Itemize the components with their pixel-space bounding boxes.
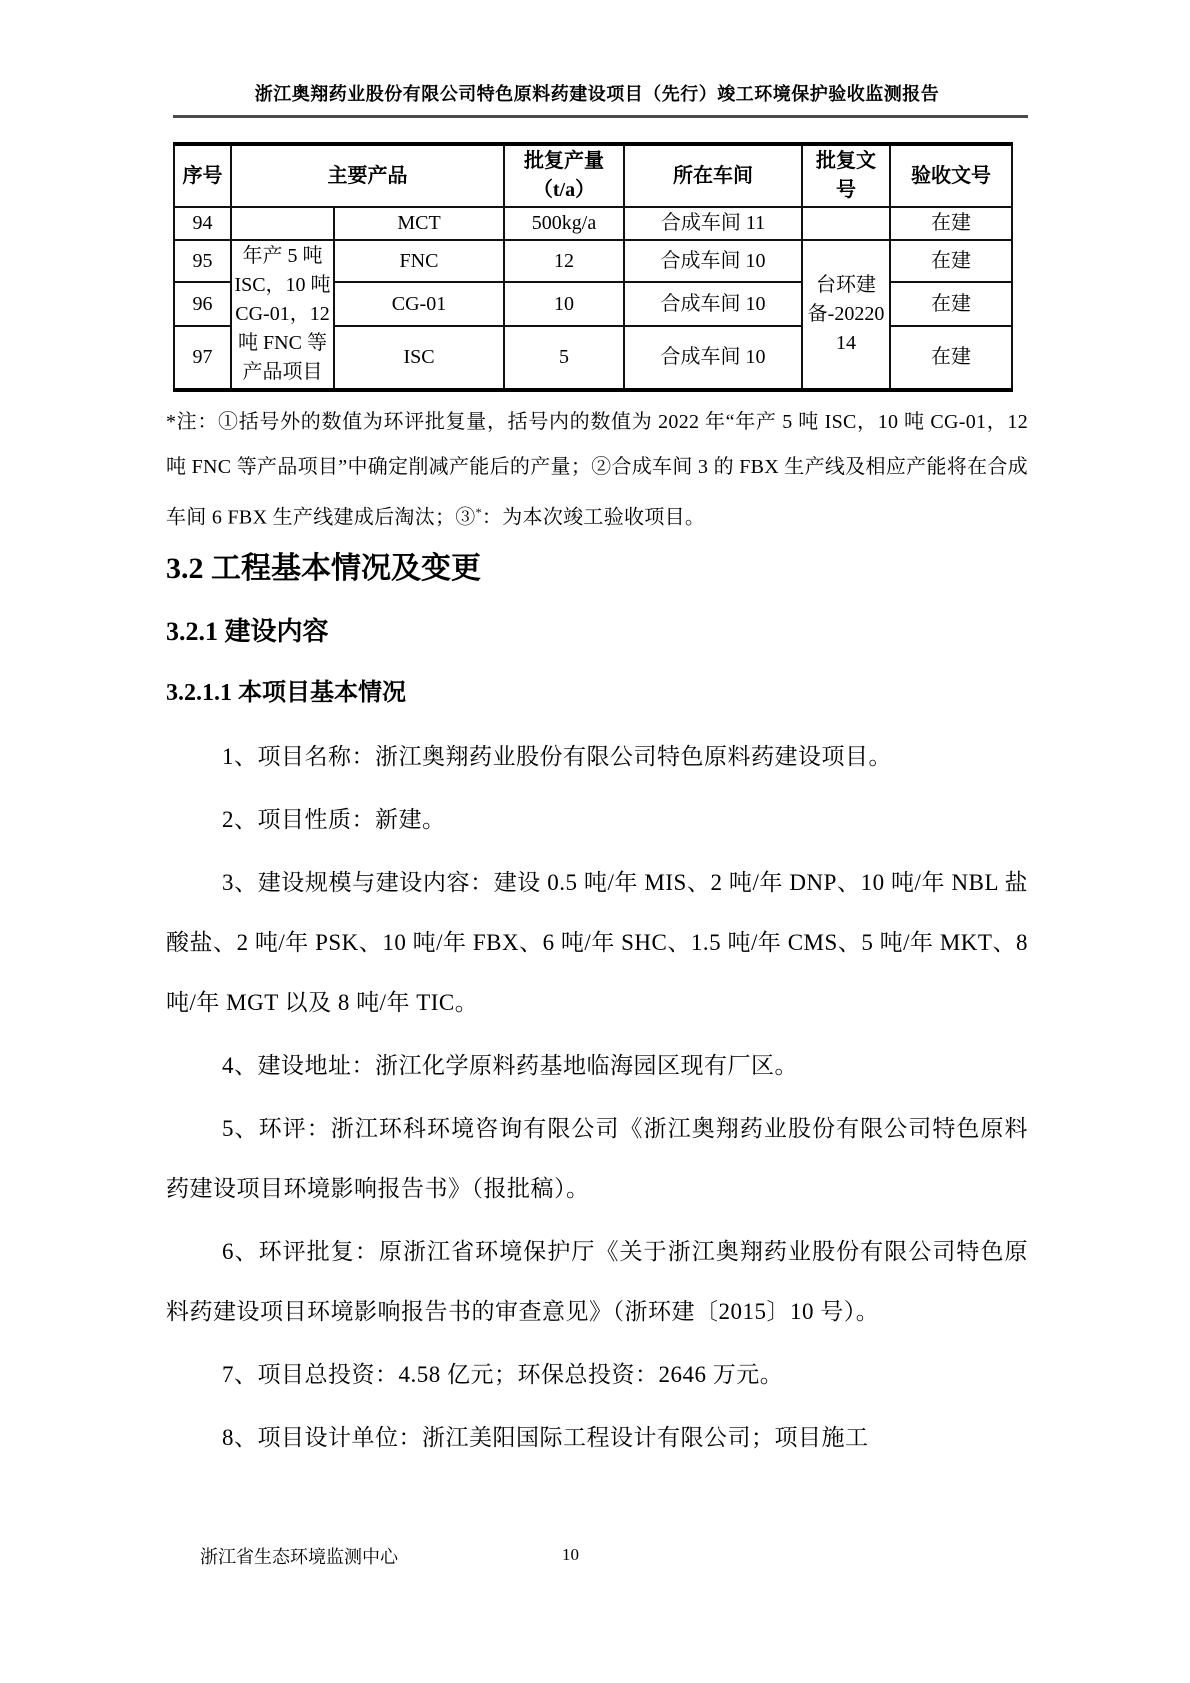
cell-workshop: 合成车间 10 bbox=[624, 326, 802, 390]
cell-acceptance: 在建 bbox=[890, 326, 1012, 390]
cell-index: 96 bbox=[174, 282, 231, 326]
col-header-capacity-label: 批复产量（t/a） bbox=[524, 150, 604, 201]
products-table bbox=[173, 142, 1013, 392]
section-heading-3-2-1-1: 3.2.1.1 本项目基本情况 bbox=[166, 679, 406, 706]
paragraph-construction-scale: 3、建设规模与建设内容：建设 0.5 吨/年 MIS、2 吨/年 DNP、10 吨/年 NBL 盐酸盐、2 吨/年 PSK、10 吨/年 FBX、6 吨/年 SHC、1.5 吨/年 CMS、5 吨/年 MKT、8 吨/年 MGT 以及 8 吨/年 TIC。 bbox=[166, 869, 1028, 1015]
cell-capacity: 12 bbox=[504, 240, 624, 282]
header-title: 浙江奥翔药业股份有限公司特色原料药建设项目（先行）竣工环境保护验收监测报告 bbox=[254, 84, 940, 104]
page-number: 10 bbox=[562, 1545, 579, 1564]
paragraph-investment: 7、项目总投资：4.58 亿元；环保总投资：2646 万元。 bbox=[222, 1361, 784, 1387]
col-header-workshop bbox=[624, 144, 802, 207]
cell-index: 94 bbox=[174, 207, 231, 240]
table-row bbox=[174, 207, 1012, 240]
cell-acceptance: 在建 bbox=[890, 282, 1012, 326]
table-header-row bbox=[174, 144, 1012, 207]
cell-product: FNC bbox=[334, 240, 504, 282]
cell-capacity: 500kg/a bbox=[504, 207, 624, 240]
footnote-text-a: *注：①括号外的数值为环评批复量，括号内的数值为 2022 年“年产 5 吨 ISC，10 吨 CG-01，12 吨 FNC 等产品项目”中确定削减产能后的产量；②合成车间 3 的 FBX 生产线及相应产能将在合成车间 6 FBX 生产线建成后淘汰；③ bbox=[166, 411, 1028, 529]
cell-acceptance: 在建 bbox=[890, 240, 1012, 282]
cell-workshop: 合成车间 10 bbox=[624, 240, 802, 282]
footer-organization: 浙江省生态环境监测中心 bbox=[200, 1547, 398, 1567]
cell-product: MCT bbox=[334, 207, 504, 240]
section-heading-3-2: 3.2 工程基本情况及变更 bbox=[166, 551, 481, 585]
cell-product: CG-01 bbox=[334, 282, 504, 326]
col-header-product-label: 主要产品 bbox=[327, 164, 408, 187]
cell-product-group: 年产 5 吨 ISC，10 吨 CG-01，12 吨 FNC 等产品项目 bbox=[231, 240, 334, 390]
page-header bbox=[166, 0, 1028, 118]
col-header-approval bbox=[802, 144, 890, 207]
col-header-product bbox=[231, 144, 504, 207]
section-heading-3-2-1: 3.2.1 建设内容 bbox=[166, 616, 329, 646]
footnote-text-b: ：为本次竣工验收项目。 bbox=[481, 506, 706, 529]
paragraph-construction-site: 4、建设地址：浙江化学原料药基地临海园区现有厂区。 bbox=[222, 1052, 798, 1078]
footnote-superscript-asterisk: * bbox=[475, 505, 482, 519]
cell-capacity: 5 bbox=[504, 326, 624, 390]
paragraph-eia: 5、环评：浙江环科环境咨询有限公司《浙江奥翔药业股份有限公司特色原料药建设项目环境影响报告书》（报批稿）。 bbox=[166, 1115, 1028, 1201]
cell-index: 97 bbox=[174, 326, 231, 390]
cell-product: ISC bbox=[334, 326, 504, 390]
cell-product-group-empty bbox=[231, 207, 334, 240]
cell-approval-doc: 台环建备-2022014 bbox=[802, 240, 890, 390]
col-header-acceptance bbox=[890, 144, 1012, 207]
cell-workshop: 合成车间 11 bbox=[624, 207, 802, 240]
cell-acceptance: 在建 bbox=[890, 207, 1012, 240]
paragraph-project-name: 1、项目名称：浙江奥翔药业股份有限公司特色原料药建设项目。 bbox=[222, 743, 892, 769]
header-rule bbox=[173, 115, 1028, 118]
cell-index: 95 bbox=[174, 240, 231, 282]
paragraph-eia-approval: 6、环评批复：原浙江省环境保护厅《关于浙江奥翔药业股份有限公司特色原料药建设项目环境影响报告书的审查意见》（浙环建〔2015〕10 号）。 bbox=[166, 1238, 1028, 1324]
table-row bbox=[174, 240, 1012, 282]
cell-capacity: 10 bbox=[504, 282, 624, 326]
paragraph-design-unit: 8、项目设计单位：浙江美阳国际工程设计有限公司；项目施工 bbox=[222, 1424, 869, 1450]
table-footnote bbox=[166, 400, 1028, 541]
body-text-block bbox=[166, 727, 1028, 1468]
paragraph-project-nature: 2、项目性质：新建。 bbox=[222, 806, 446, 832]
col-header-workshop-label: 所在车间 bbox=[673, 164, 753, 187]
col-header-acceptance-label: 验收文号 bbox=[911, 164, 991, 187]
col-header-index bbox=[174, 144, 231, 207]
col-header-index-label: 序号 bbox=[182, 164, 223, 187]
cell-workshop: 合成车间 10 bbox=[624, 282, 802, 326]
cell-approval-empty bbox=[802, 207, 890, 240]
col-header-capacity bbox=[504, 144, 624, 207]
col-header-approval-label: 批复文号 bbox=[816, 150, 876, 201]
